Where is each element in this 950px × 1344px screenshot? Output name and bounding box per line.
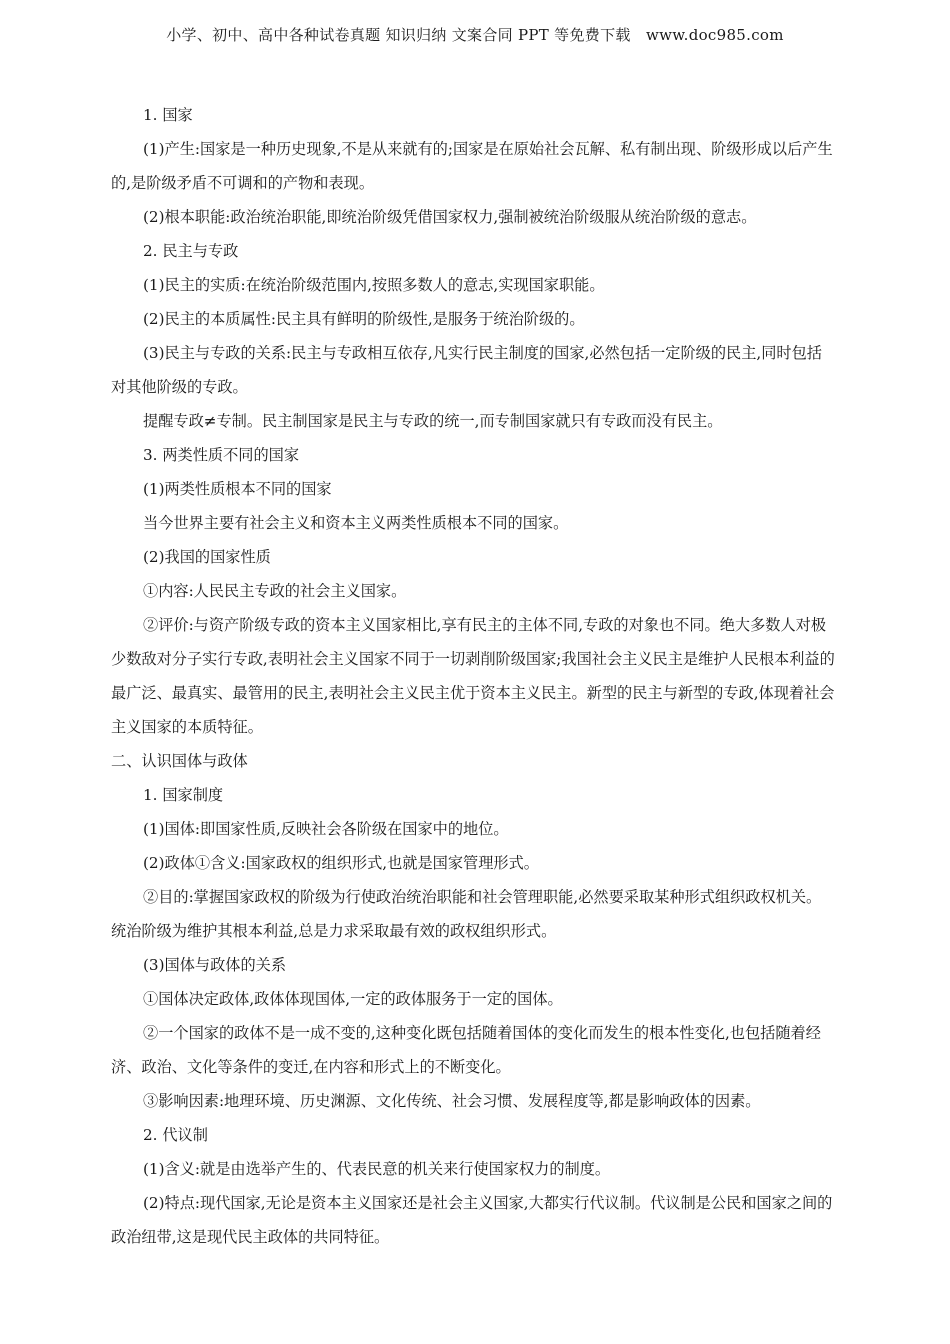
paragraph: (3)民主与专政的关系:民主与专政相互依存,凡实行民主制度的国家,必然包括一定阶级的民主,同时包括对其他阶级的专政。	[111, 344, 822, 396]
document-body	[111, 98, 835, 1254]
heading-1: 1. 国家制度	[143, 786, 224, 804]
paragraph: (2)政体①含义:国家政权的组织形式,也就是国家管理形式。	[143, 854, 539, 872]
paragraph: ②一个国家的政体不是一成不变的,这种变化既包括随着国体的变化而发生的根本性变化,也包括随着经济、政治、文化等条件的变迁,在内容和形式上的不断变化。	[111, 1024, 821, 1076]
heading-3: 3. 两类性质不同的国家	[143, 446, 300, 464]
paragraph: ③影响因素:地理环境、历史渊源、文化传统、社会习惯、发展程度等,都是影响政体的因素。	[143, 1092, 761, 1110]
heading-1: 1. 国家	[143, 106, 193, 124]
paragraph: (1)民主的实质:在统治阶级范围内,按照多数人的意志,实现国家职能。	[143, 276, 605, 294]
paragraph: (2)特点:现代国家,无论是资本主义国家还是社会主义国家,大都实行代议制。代议制是公民和国家之间的政治纽带,这是现代民主政体的共同特征。	[111, 1194, 833, 1246]
reminder-paragraph: 提醒专政≠专制。民主制国家是民主与专政的统一,而专制国家就只有专政而没有民主。	[143, 412, 723, 430]
paragraph: ②目的:掌握国家政权的阶级为行使政治统治职能和社会管理职能,必然要采取某种形式组织政权机关。统治阶级为维护其根本利益,总是力求采取最有效的政权组织形式。	[111, 888, 822, 940]
paragraph: (2)民主的本质属性:民主具有鲜明的阶级性,是服务于统治阶级的。	[143, 310, 585, 328]
paragraph: 当今世界主要有社会主义和资本主义两类性质根本不同的国家。	[143, 514, 569, 532]
paragraph: (1)两类性质根本不同的国家	[143, 480, 332, 498]
paragraph: (1)国体:即国家性质,反映社会各阶级在国家中的地位。	[143, 820, 509, 838]
paragraph: ①国体决定政体,政体体现国体,一定的政体服务于一定的国体。	[143, 990, 563, 1008]
heading-2: 2. 代议制	[143, 1126, 208, 1144]
section-heading: 二、认识国体与政体	[111, 752, 248, 770]
paragraph: (3)国体与政体的关系	[143, 956, 287, 974]
paragraph: (1)含义:就是由选举产生的、代表民意的机关来行使国家权力的制度。	[143, 1160, 611, 1178]
paragraph: ②评价:与资产阶级专政的资本主义国家相比,享有民主的主体不同,专政的对象也不同。绝大多数人对极少数敌对分子实行专政,表明社会主义国家不同于一切剥削阶级国家;我国社会主义民主是维护人民根本利益的最广泛、最真实、最管用的民主,表明社会主义民主优于资本主义民主。新型的民主与新型的专政,体现着社会主义国家的本质特征。	[111, 616, 835, 736]
paragraph: (2)根本职能:政治统治职能,即统治阶级凭借国家权力,强制被统治阶级服从统治阶级的意志。	[143, 208, 757, 226]
paragraph: (2)我国的国家性质	[143, 548, 271, 566]
paragraph: (1)产生:国家是一种历史现象,不是从来就有的;国家是在原始社会瓦解、私有制出现、阶级形成以后产生的,是阶级矛盾不可调和的产物和表现。	[111, 140, 833, 192]
page-header: 小学、初中、高中各种试卷真题 知识归纳 文案合同 PPT 等免费下载 www.doc985.com	[166, 26, 784, 44]
heading-2: 2. 民主与专政	[143, 242, 239, 260]
paragraph: ①内容:人民民主专政的社会主义国家。	[143, 582, 407, 600]
